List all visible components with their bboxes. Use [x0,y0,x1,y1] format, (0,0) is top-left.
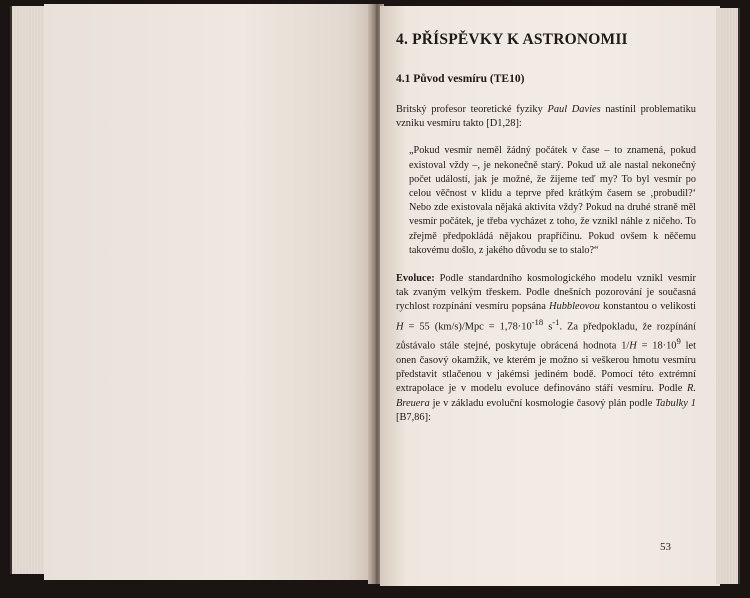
evolution-text-5: . Za předpokladu, že rozpínání zůstávalo stále stejné, poskytuje obrácená hodnota 1/ [396,321,696,352]
evolution-text-3: = 55 (km/s)/Mpc = 1,78·10 [403,321,532,333]
h-symbol: H [396,321,404,333]
evolution-text-4: s [543,321,553,333]
intro-text-end: nastínil problematiku vzniku vesmíru takto [D1,28]: [396,104,697,130]
evolution-text-6: = 18·10 [636,340,677,352]
chapter-title: 4. PŘÍSPĚVKY K ASTRONOMII [396,31,628,48]
evolution-text-7: let onen časový okamžik, ve kterém je možno si veškerou hmotu vesmíru představit stlačenou v jakémsi jediném bodě. Pomocí této extrémní extrapolace je v modelu evoluce definováno stáří vesmíru. Podle [396,340,697,395]
evolution-label: Evoluce: [396,273,435,285]
exponent-3: 9 [676,336,681,347]
exponent-2: -1 [552,316,560,327]
left-page-blank [44,4,374,580]
section-title: 4.1 Původ vesmíru (TE10) [396,73,525,85]
evolution-text-1: Podle standardního kosmologického modelu vznikl vesmír tak zvaným velkým třeskem. Podle dnešních pozorování je současná rychlost rozpínání vesmíru popsána [396,273,696,313]
intro-text-start: Britský profesor teoretické fyziky [396,104,548,115]
breuer-name: R. Breuera [396,383,696,409]
intro-paragraph [396,103,696,131]
right-page-content [396,30,696,425]
davies-quote: „Pokud vesmír neměl žádný počátek v čase – to znamená, pokud existoval vždy –, je nekonečně starý. Pokud už ale nastal nekonečný počet událostí, jak je možné, že žijeme teď my? To byl vesmír po celou věčnost v klidu a teprve před krátkým časem se ‚probudil?‘ Nebo zde existovala nějaká aktivita vždy? Pokud na druhé straně měl vesmír počátek, je třeba vycházet z toho, že vznikl náhle z ničeho. To zřejmě předpokládá nějakou prapříčinu. Pokud ovšem k něčemu takovému došlo, z jakého důvodu se to stalo?“ [409,145,696,256]
evolution-text-2: konstantou o velikosti [599,301,696,313]
right-page-edges [716,8,740,584]
table-reference: Tabulky 1 [655,397,696,409]
evolution-text-9: [B7,86]: [396,411,431,423]
author-name: Paul Davies [547,104,601,115]
page-number: 53 [660,541,671,553]
evolution-text-8: je v základu evoluční kosmologie časový plán podle [429,397,656,409]
evolution-paragraph [396,272,696,425]
exponent-1: -18 [531,316,544,327]
hubble-name: Hubbleovou [549,301,600,313]
h-symbol-2: H [629,340,637,352]
